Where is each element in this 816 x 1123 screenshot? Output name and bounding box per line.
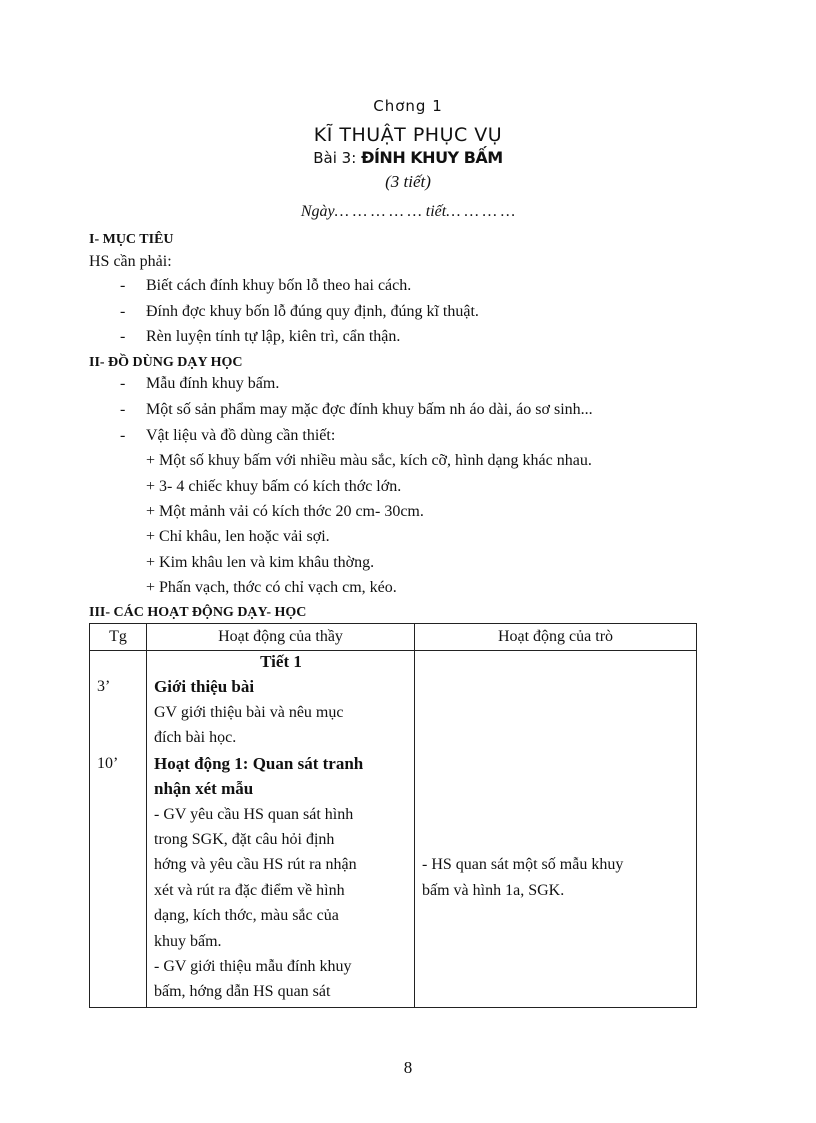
column-header-student: Hoạt động của trò [415, 624, 697, 651]
page-number: 8 [403, 1058, 413, 1077]
student-line: bấm và hình 1a, SGK. [422, 882, 565, 899]
teacher-line: xét và rút ra đặc điểm về hình [154, 882, 345, 899]
objective-item: Biết cách đính khuy bốn lỗ theo hai cách. [146, 277, 412, 294]
lesson-prefix: Bài 3: [313, 149, 362, 167]
teacher-line: GV giới thiệu bài và nêu mục [154, 704, 344, 721]
table-row [90, 651, 697, 1008]
time-cell [90, 651, 147, 1008]
lesson-title [0, 148, 816, 167]
activity-heading: Giới thiệu bài [154, 677, 255, 696]
material-sub-item: + Kim khâu len và kim khâu thờng. [146, 554, 375, 571]
time-mark: 10’ [97, 755, 119, 772]
objectives-intro: HS cần phải: [89, 253, 172, 270]
material-sub-item: + 3- 4 chiếc khuy bấm có kích thớc lớn. [146, 478, 402, 495]
lesson-name: ĐÍNH KHUY BẤM [361, 148, 503, 167]
table-header-row [90, 624, 697, 651]
column-header-time: Tg [90, 624, 147, 651]
material-item: Mẫu đính khuy bấm. [146, 375, 280, 392]
teacher-line: đích bài học. [154, 729, 237, 746]
objective-item: Đính đợc khuy bốn lỗ đúng quy định, đúng kĩ thuật. [146, 303, 479, 320]
section-heading-objectives: I- MỤC TIÊU [89, 232, 174, 247]
date-line: Ngày… … … … … tiết… … … … [300, 203, 516, 220]
activity-heading: nhận xét mẫu [154, 779, 254, 798]
student-activity-cell [415, 651, 697, 1008]
section-heading-materials: II- ĐỒ DÙNG DẠY HỌC [89, 355, 243, 370]
teacher-line: khuy bấm. [154, 933, 222, 950]
teacher-line: - GV giới thiệu mẫu đính khuy [154, 958, 352, 975]
teacher-line: hớng và yêu cầu HS rút ra nhận [154, 856, 357, 873]
bullet-dash: - [120, 277, 126, 294]
material-item: Vật liệu và đồ dùng cần thiết: [146, 427, 336, 444]
activities-table [89, 623, 697, 1008]
bullet-dash: - [120, 303, 126, 320]
material-sub-item: + Một số khuy bấm với nhiều màu sắc, kích cỡ, hình dạng khác nhau. [146, 452, 592, 469]
teacher-line: bấm, hớng dẫn HS quan sát [154, 983, 331, 1000]
chapter-label: Chơng 1 [373, 97, 443, 115]
activity-heading: Hoạt động 1: Quan sát tranh [154, 754, 364, 773]
student-line: - HS quan sát một số mẫu khuy [422, 856, 624, 873]
bullet-dash: - [120, 427, 126, 444]
bullet-dash: - [120, 375, 126, 392]
column-header-teacher: Hoạt động của thầy [147, 624, 415, 651]
teacher-line: trong SGK, đặt câu hỏi định [154, 831, 335, 848]
teacher-line: - GV yêu cầu HS quan sát hình [154, 806, 354, 823]
material-sub-item: + Chỉ khâu, len hoặc vải sợi. [146, 528, 330, 545]
material-sub-item: + Phấn vạch, thớc có chỉ vạch cm, kéo. [146, 579, 397, 596]
teacher-line: dạng, kích thớc, màu sắc của [154, 907, 339, 924]
objective-item: Rèn luyện tính tự lập, kiên trì, cẩn thận. [146, 328, 401, 345]
teacher-activity-cell [147, 651, 415, 1008]
bullet-dash: - [120, 328, 126, 345]
material-sub-item: + Một mảnh vải có kích thớc 20 cm- 30cm. [146, 503, 424, 520]
lesson-duration: (3 tiết) [385, 172, 431, 191]
material-item: Một số sản phẩm may mặc đợc đính khuy bấm nh áo dài, áo sơ sinh... [146, 401, 593, 418]
section-heading-activities: III- CÁC HOẠT ĐỘNG DẠY- HỌC [89, 605, 307, 620]
period-title: Tiết 1 [260, 652, 302, 671]
bullet-dash: - [120, 401, 126, 418]
time-mark: 3’ [97, 678, 111, 695]
document-title: KĨ THUẬT PHỤC VỤ [313, 124, 503, 146]
